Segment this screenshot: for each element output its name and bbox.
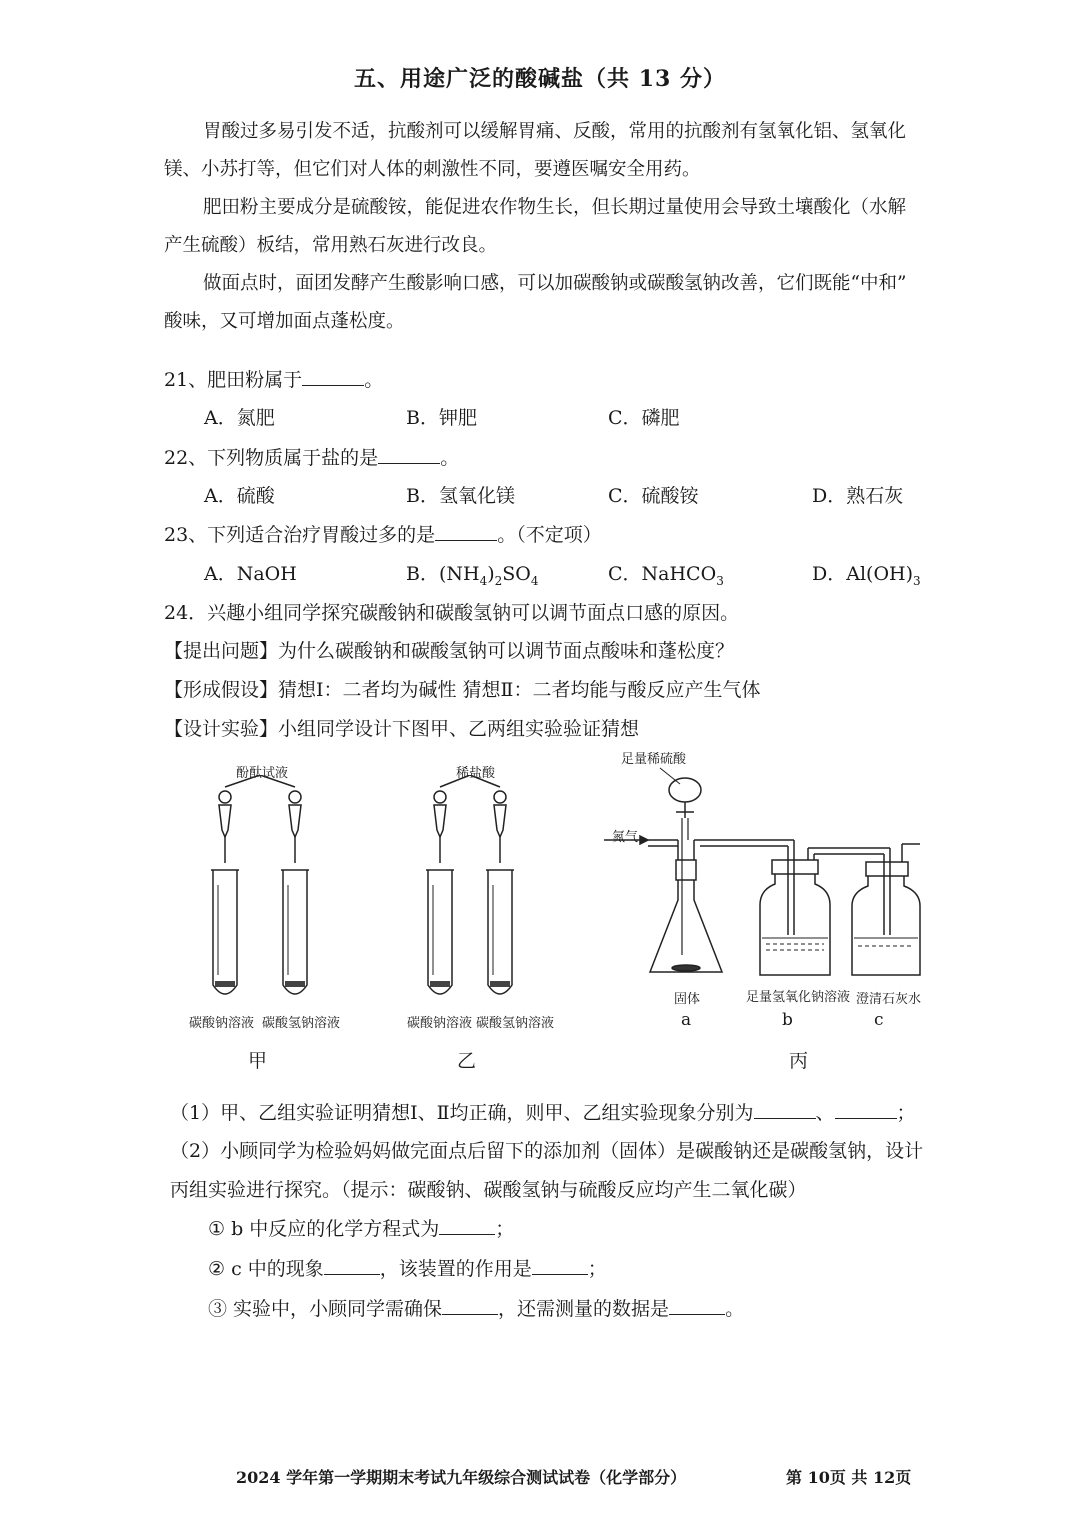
bing-gas-label: 氮气 <box>612 830 639 845</box>
section-title: 五、用途广泛的酸碱盐（共 13 分） <box>354 66 726 92</box>
subq-2-item2: ② c 中的现象 ，该装置的作用是 ； <box>208 1258 607 1280</box>
q23-option-c: C．NaHCO$_3$ <box>608 563 724 588</box>
q24-stem: 24．兴趣小组同学探究碳酸钠和碳酸氢钠可以调节面点口感的原因。 <box>164 602 740 624</box>
bing-limewater-label: 澄清石灰水 <box>856 992 922 1007</box>
bing-acid-label: 足量稀硫酸 <box>621 752 687 767</box>
yi-reagent-label: 稀盐酸 <box>456 766 496 781</box>
q22-option-a: A．硫酸 <box>204 485 275 507</box>
subq-2-item1: ① b 中反应的化学方程式为 ； <box>208 1218 515 1240</box>
jia-right-tube-label: 碳酸氢钠溶液 <box>262 1016 341 1031</box>
q22-stem: 22、下列物质属于盐的是 。 <box>164 447 460 469</box>
q22-option-b: B．氢氧化镁 <box>406 485 515 507</box>
yi-apparatus <box>395 775 545 1005</box>
intro-p3-line2: 酸味，又可增加面点蓬松度。 <box>164 311 405 332</box>
footer-exam-name: 2024 学年第一学期期末考试九年级综合测试试卷（化学部分） <box>236 1468 687 1487</box>
q22-option-c: C．硫酸铵 <box>608 485 699 507</box>
jia-apparatus <box>180 775 330 1005</box>
answer-blank[interactable] <box>669 1296 725 1315</box>
q23-stem: 23、下列适合治疗胃酸过多的是 。（不定项） <box>164 524 602 546</box>
caption-bing: 丙 <box>789 1050 809 1072</box>
q21-stem: 21、肥田粉属于 。 <box>164 369 384 391</box>
subq-2-line1: （2）小顾同学为检验妈妈做完面点后留下的添加剂（固体）是碳酸钠还是碳酸氢钠，设计 <box>170 1140 924 1162</box>
q23-option-a: A．NaOH <box>204 563 297 585</box>
bing-apparatus <box>600 760 930 990</box>
answer-blank[interactable] <box>754 1100 816 1119</box>
bing-label-a: a <box>681 1010 692 1030</box>
footer-page-info: 第 10页 共 12页 <box>786 1468 912 1487</box>
jia-reagent-label: 酚酞试液 <box>236 766 289 781</box>
bing-solid-label: 固体 <box>674 992 701 1007</box>
answer-blank[interactable] <box>302 367 364 386</box>
yi-right-tube-label: 碳酸氢钠溶液 <box>476 1016 555 1031</box>
answer-blank[interactable] <box>439 1216 495 1235</box>
answer-blank[interactable] <box>532 1256 588 1275</box>
intro-p3-line1: 做面点时，面团发酵产生酸影响口感，可以加碳酸钠或碳酸氢钠改善，它们既能“中和” <box>203 273 907 294</box>
q21-option-b: B．钾肥 <box>406 407 477 429</box>
caption-yi: 乙 <box>457 1050 477 1072</box>
bing-naoh-label: 足量氢氧化钠溶液 <box>746 990 851 1005</box>
q24-design: 【设计实验】小组同学设计下图甲、乙两组实验验证猜想 <box>164 718 640 740</box>
jia-left-tube-label: 碳酸钠溶液 <box>189 1016 255 1031</box>
answer-blank[interactable] <box>442 1296 498 1315</box>
answer-blank[interactable] <box>435 522 497 541</box>
intro-p2-line2: 产生硫酸）板结，常用熟石灰进行改良。 <box>164 235 498 256</box>
bing-label-c: c <box>874 1010 884 1030</box>
caption-jia: 甲 <box>248 1050 268 1072</box>
subq-2-line2: 丙组实验进行探究。（提示：碳酸钠、碳酸氢钠与硫酸反应均产生二氧化碳） <box>170 1179 807 1201</box>
intro-p1-line2: 镁、小苏打等，但它们对人体的刺激性不同，要遵医嘱安全用药。 <box>164 159 701 180</box>
answer-blank[interactable] <box>324 1256 380 1275</box>
bing-label-b: b <box>782 1010 793 1030</box>
q22-option-d: D．熟石灰 <box>812 485 904 507</box>
yi-left-tube-label: 碳酸钠溶液 <box>407 1016 473 1031</box>
answer-blank[interactable] <box>378 445 440 464</box>
q24-hypothesis: 【形成假设】猜想Ⅰ：二者均为碱性 猜想Ⅱ：二者均能与酸反应产生气体 <box>164 679 761 701</box>
answer-blank[interactable] <box>835 1100 897 1119</box>
q24-question: 【提出问题】为什么碳酸钠和碳酸氢钠可以调节面点酸味和蓬松度？ <box>164 640 735 662</box>
q21-option-c: C．磷肥 <box>608 407 680 429</box>
q23-option-b: B．$(NH_4)_2SO_4$ <box>406 563 539 588</box>
q23-option-d: D．$Al(OH)_3$ <box>812 563 921 588</box>
subq-1: （1）甲、乙组实验证明猜想Ⅰ、Ⅱ均正确，则甲、乙组实验现象分别为 、 ； <box>170 1102 916 1124</box>
intro-p2-line1: 肥田粉主要成分是硫酸铵，能促进农作物生长，但长期过量使用会导致土壤酸化（水解 <box>203 197 907 218</box>
intro-p1-line1: 胃酸过多易引发不适，抗酸剂可以缓解胃痛、反酸，常用的抗酸剂有氢氧化铝、氢氧化 <box>203 121 907 142</box>
q21-option-a: A．氮肥 <box>204 407 275 429</box>
subq-2-item3: ③ 实验中，小顾同学需确保 ，还需测量的数据是 。 <box>208 1298 745 1320</box>
